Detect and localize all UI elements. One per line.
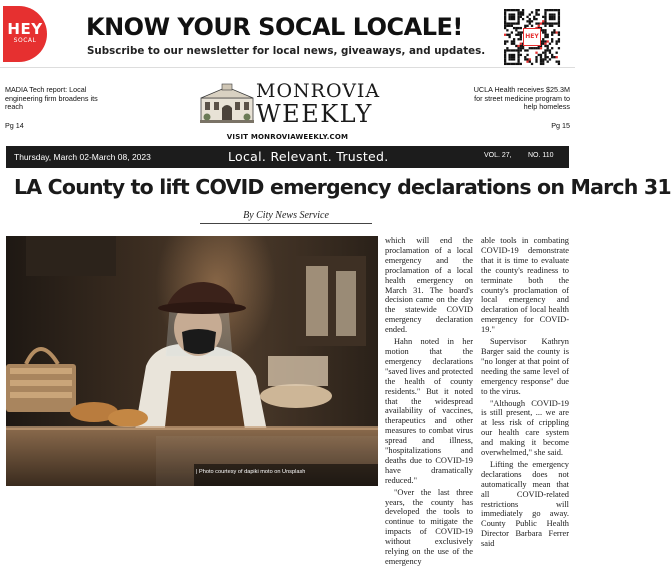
issue-date: Thursday, March 02-March 08, 2023 [14,152,151,162]
logo-weekly: WEEKLY [256,100,373,128]
qr-code-icon[interactable] [504,9,560,65]
ad-headline: KNOW YOUR SOCAL LOCALE! [86,13,463,41]
article-photo [6,236,378,486]
left-teaser[interactable] [5,85,100,130]
left-teaser-page: Pg 14 [5,121,24,130]
ad-subline: Subscribe to our newsletter for local news, giveaways, and updates. [87,45,486,57]
city-hall-illustration [200,84,254,124]
col2-para-1: able tools in combating COVID-19 demonstrate that it is time to evaluate the county's readiness to terminate both the county's proclamation of local emergency and declaration of local health emergency for COVID-19." [481,236,569,335]
article-headline: LA County to lift COVID emergency declarations on March 31 [14,175,671,199]
article-body [380,236,575,566]
col1-para-2: Hahn noted in her motion that the emergency declarations "saved lives and protected the health of county residents." But it noted that the widespread availability of vaccines, therapeutics and other measures to combat virus spread and illness, "hospitalizations and deaths due to COVID-19 have dramatically reduced." [385,337,473,485]
col1-para-1: which will end the proclamation of a local emergency and the proclamation of a local health emergency on March 31. The board's decision came on the day the statewide COVID emergency declaration ended. [385,236,473,335]
col2-para-3: "Although COVID-19 is still present, ... we are at less risk of crippling our health care system and making it become overwhelmed," she said. [481,398,569,458]
issue-number: NO. 110 [528,152,554,159]
left-teaser-text: MADIA Tech report: Local engineering firm broadens its reach [5,85,98,112]
article-column-2 [481,236,569,549]
col2-para-2: Supervisor Kathryn Barger said the county is "no longer at that point of needing the same level of emergency response" due to the virus. [481,337,569,396]
qr-badge: HEY [523,28,541,46]
right-teaser[interactable] [470,85,570,130]
volume-number: VOL. 27, [484,152,512,159]
newsletter-ad-banner[interactable] [0,0,575,68]
logo-top-text: HEY [7,20,43,38]
logo-monrovia: MONROVIA [256,80,381,102]
col1-para-3: "Over the last three years, the county has developed the tools to continue to mitigate the impacts of COVID-19 without exclusively relying on the use of the emergency [385,487,473,566]
col2-para-4: Lifting the emergency declarations does not automatically mean that all COVID-related restrictions will immediately go away. County Public Health Director Barbara Ferrer said [481,459,569,549]
hey-socal-logo [3,6,47,62]
issue-info-bar [6,146,569,168]
article-byline: By City News Service [200,210,372,224]
photo-credit: | Photo courtesy of dapiki moto on Unsplash [196,469,306,475]
right-teaser-text: UCLA Health receives $25.3M for street medicine program to help homeless [473,85,570,112]
visit-website-link[interactable]: VISIT MONROVIAWEEKLY.COM [226,133,349,141]
right-teaser-page: Pg 15 [551,121,570,130]
logo-bottom-text: SOCAL [13,37,37,44]
article-column-1 [385,236,473,567]
slogan: Local. Relevant. Trusted. [228,149,389,164]
monrovia-weekly-logo[interactable] [200,80,381,128]
